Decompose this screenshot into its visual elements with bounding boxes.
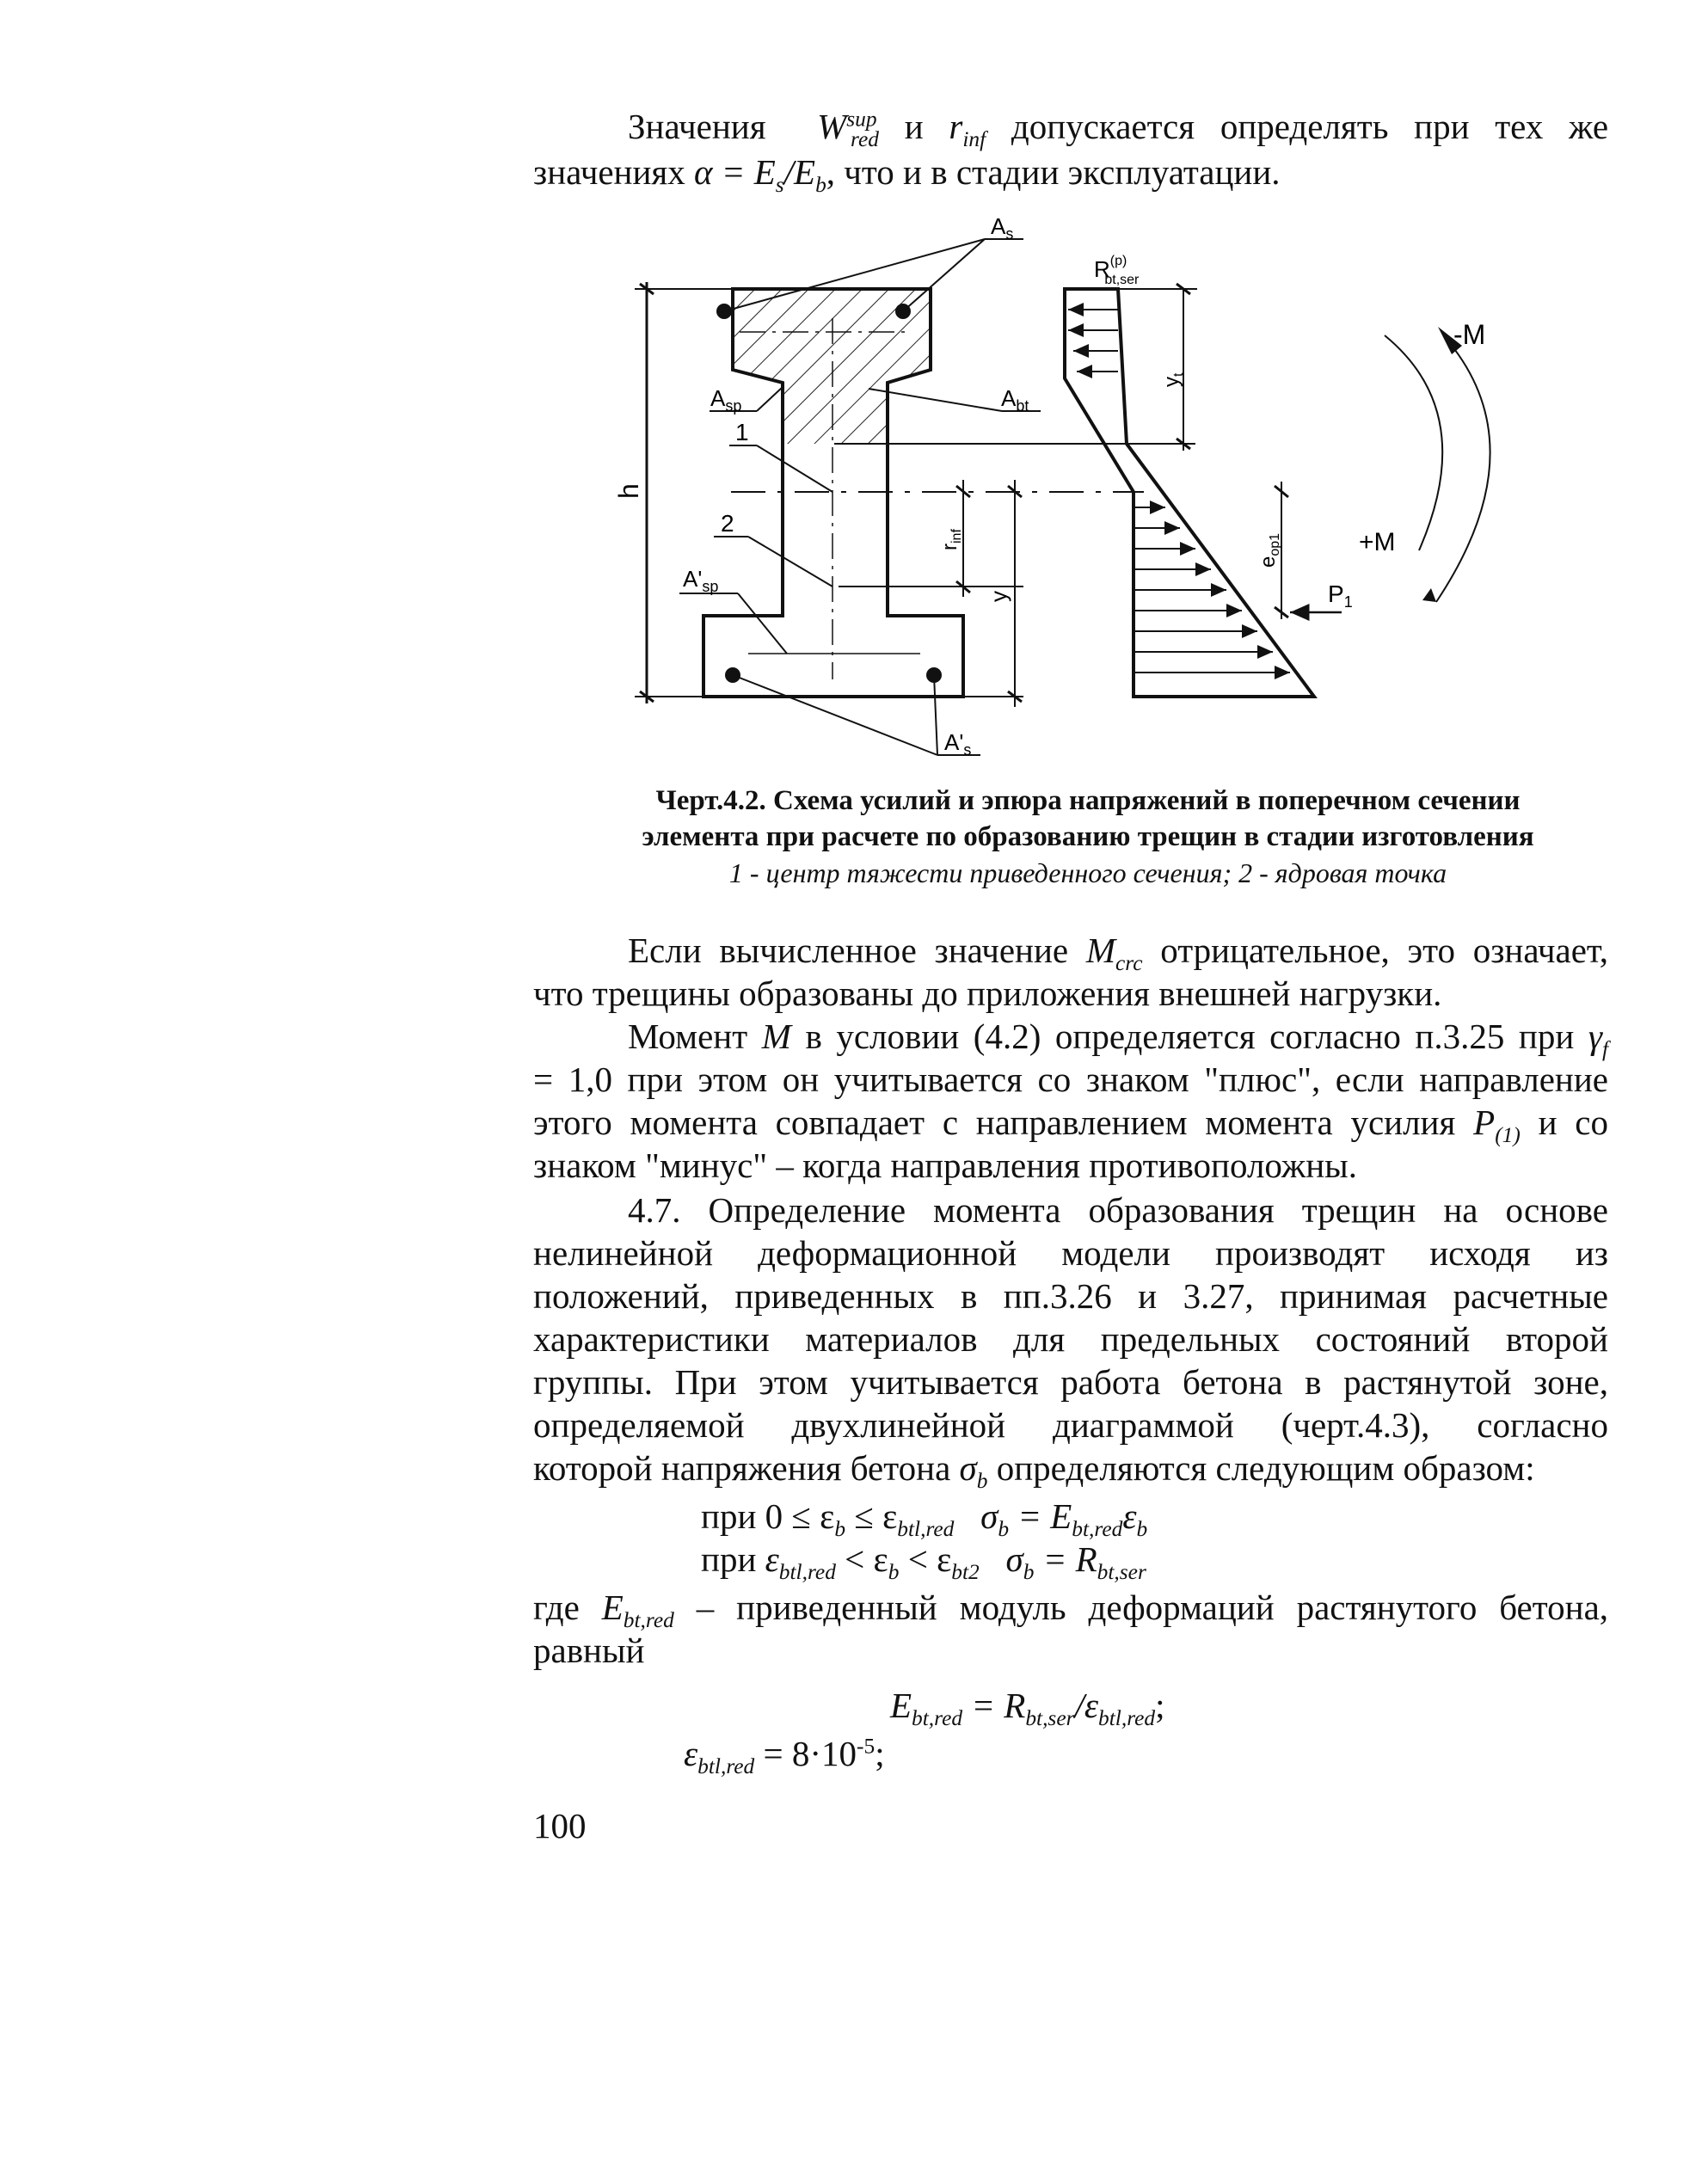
text-span: Значения	[628, 107, 766, 146]
label-Asp: $A_{sp}$	[710, 385, 742, 415]
text-span: допускается определять при тех же	[1011, 107, 1609, 146]
para1-line-2: что трещины образованы до приложения внешней нагрузки.	[533, 974, 1442, 1013]
para2-line-3: этого момента совпадает с направлением момента усилия $P_{(1)}$ и со	[533, 1102, 1609, 1148]
label-As-prime: $A'_s$	[944, 729, 972, 759]
label-plus-M: +M	[1359, 528, 1396, 556]
para3-line-1: 4.7. Определение момента образования трещин на основе	[628, 1190, 1608, 1230]
page-number: 100	[533, 1806, 587, 1846]
label-Asp-prime: $A'_{sp}$	[683, 566, 719, 595]
para3-line-3: положений, приведенных в пп.3.26 и 3.27, принимая расчетные	[533, 1276, 1608, 1316]
para3-line-5: группы. При этом учитывается работа бетона в растянутой зоне,	[533, 1362, 1608, 1402]
label-eop: $e_{op1}$	[1256, 532, 1282, 568]
formula-line-1: при $0 \le \varepsilon_b \le \varepsilon_{btl,red}$ $\sigma_b = E_{bt,red}\varepsilon_b$	[701, 1496, 1148, 1542]
formula-line-2: при $\varepsilon_{btl,red} < \varepsilon_b < \varepsilon_{bt2}$ $\sigma_b = R_{bt,ser}$	[701, 1539, 1146, 1585]
formula-alpha: $\alpha = E_s/E_b$	[694, 152, 826, 198]
para2-line-2: = 1,0 при этом он учитывается со знаком "плюс", если направление	[533, 1060, 1608, 1099]
label-rinf: $r_{inf}$	[938, 529, 964, 550]
label-1: 1	[735, 419, 749, 445]
text-span: значениях	[533, 152, 685, 192]
label-h: h	[613, 483, 644, 499]
para3-line-7: которой напряжения бетона $\sigma_b$ определяются следующим образом:	[533, 1448, 1535, 1494]
symbol-W: $W^{sup}_{red}$	[817, 107, 879, 152]
compression-arrows	[1068, 310, 1118, 372]
label-P: $P_1$	[1328, 580, 1353, 611]
para3-line-2: нелинейной деформационной модели производят исходя из	[533, 1233, 1608, 1273]
caption-legend: 1 - центр тяжести приведенного сечения; 2 - ядровая точка	[728, 857, 1447, 888]
formula-line-3: $E_{bt,red} = R_{bt,ser}/\varepsilon_{btl,red}$;	[890, 1686, 1165, 1731]
para1-line-1: Если вычисленное значение $M_{crc}$ отрицательное, это означает,	[628, 931, 1609, 976]
para3-line-6: определяемой двухлинейной диаграммой (черт.4.3), согласно	[533, 1405, 1608, 1445]
symbol-r-inf: $r_{inf}$	[949, 107, 986, 152]
formula-line-4: $\varepsilon_{btl,red} = 8\cdot 10^{-5}$;	[684, 1734, 885, 1779]
para2-line-1: Момент M в условии (4.2) определяется согласно п.3.25 при $\gamma_f$	[628, 1017, 1609, 1062]
where-line-1: где $E_{bt,red}$ – приведенный модуль деформаций растянутого бетона,	[533, 1588, 1609, 1633]
label-minus-M: -M	[1453, 319, 1486, 350]
label-2: 2	[721, 510, 734, 537]
label-As: $A_s$	[991, 213, 1014, 243]
intro-line-1	[628, 105, 1609, 152]
intro-line-2	[533, 150, 1281, 198]
text-span: , что и в стадии эксплуатации.	[826, 152, 1281, 192]
para2-line-4: знаком "минус" – когда направления противоположны.	[533, 1145, 1357, 1185]
label-y: y	[986, 591, 1011, 602]
text-span: и	[904, 107, 924, 146]
caption-line-1: Черт.4.2. Схема усилий и эпюра напряжений в поперечном сечении	[655, 785, 1521, 816]
where-line-2: равный	[533, 1631, 645, 1670]
tension-arrows	[1134, 507, 1290, 673]
caption-line-2: элемента при расчете по образованию трещин в стадии изготовления	[642, 821, 1534, 852]
label-R: $R^{(p)}$ bt,ser	[1094, 254, 1140, 287]
para3-line-4: характеристики материалов для предельных состояний второй	[533, 1319, 1608, 1359]
cross-section-figure	[585, 213, 1486, 774]
label-yt: $y_t$	[1160, 372, 1186, 387]
label-Abt: $A_{bt}$	[1001, 385, 1029, 415]
